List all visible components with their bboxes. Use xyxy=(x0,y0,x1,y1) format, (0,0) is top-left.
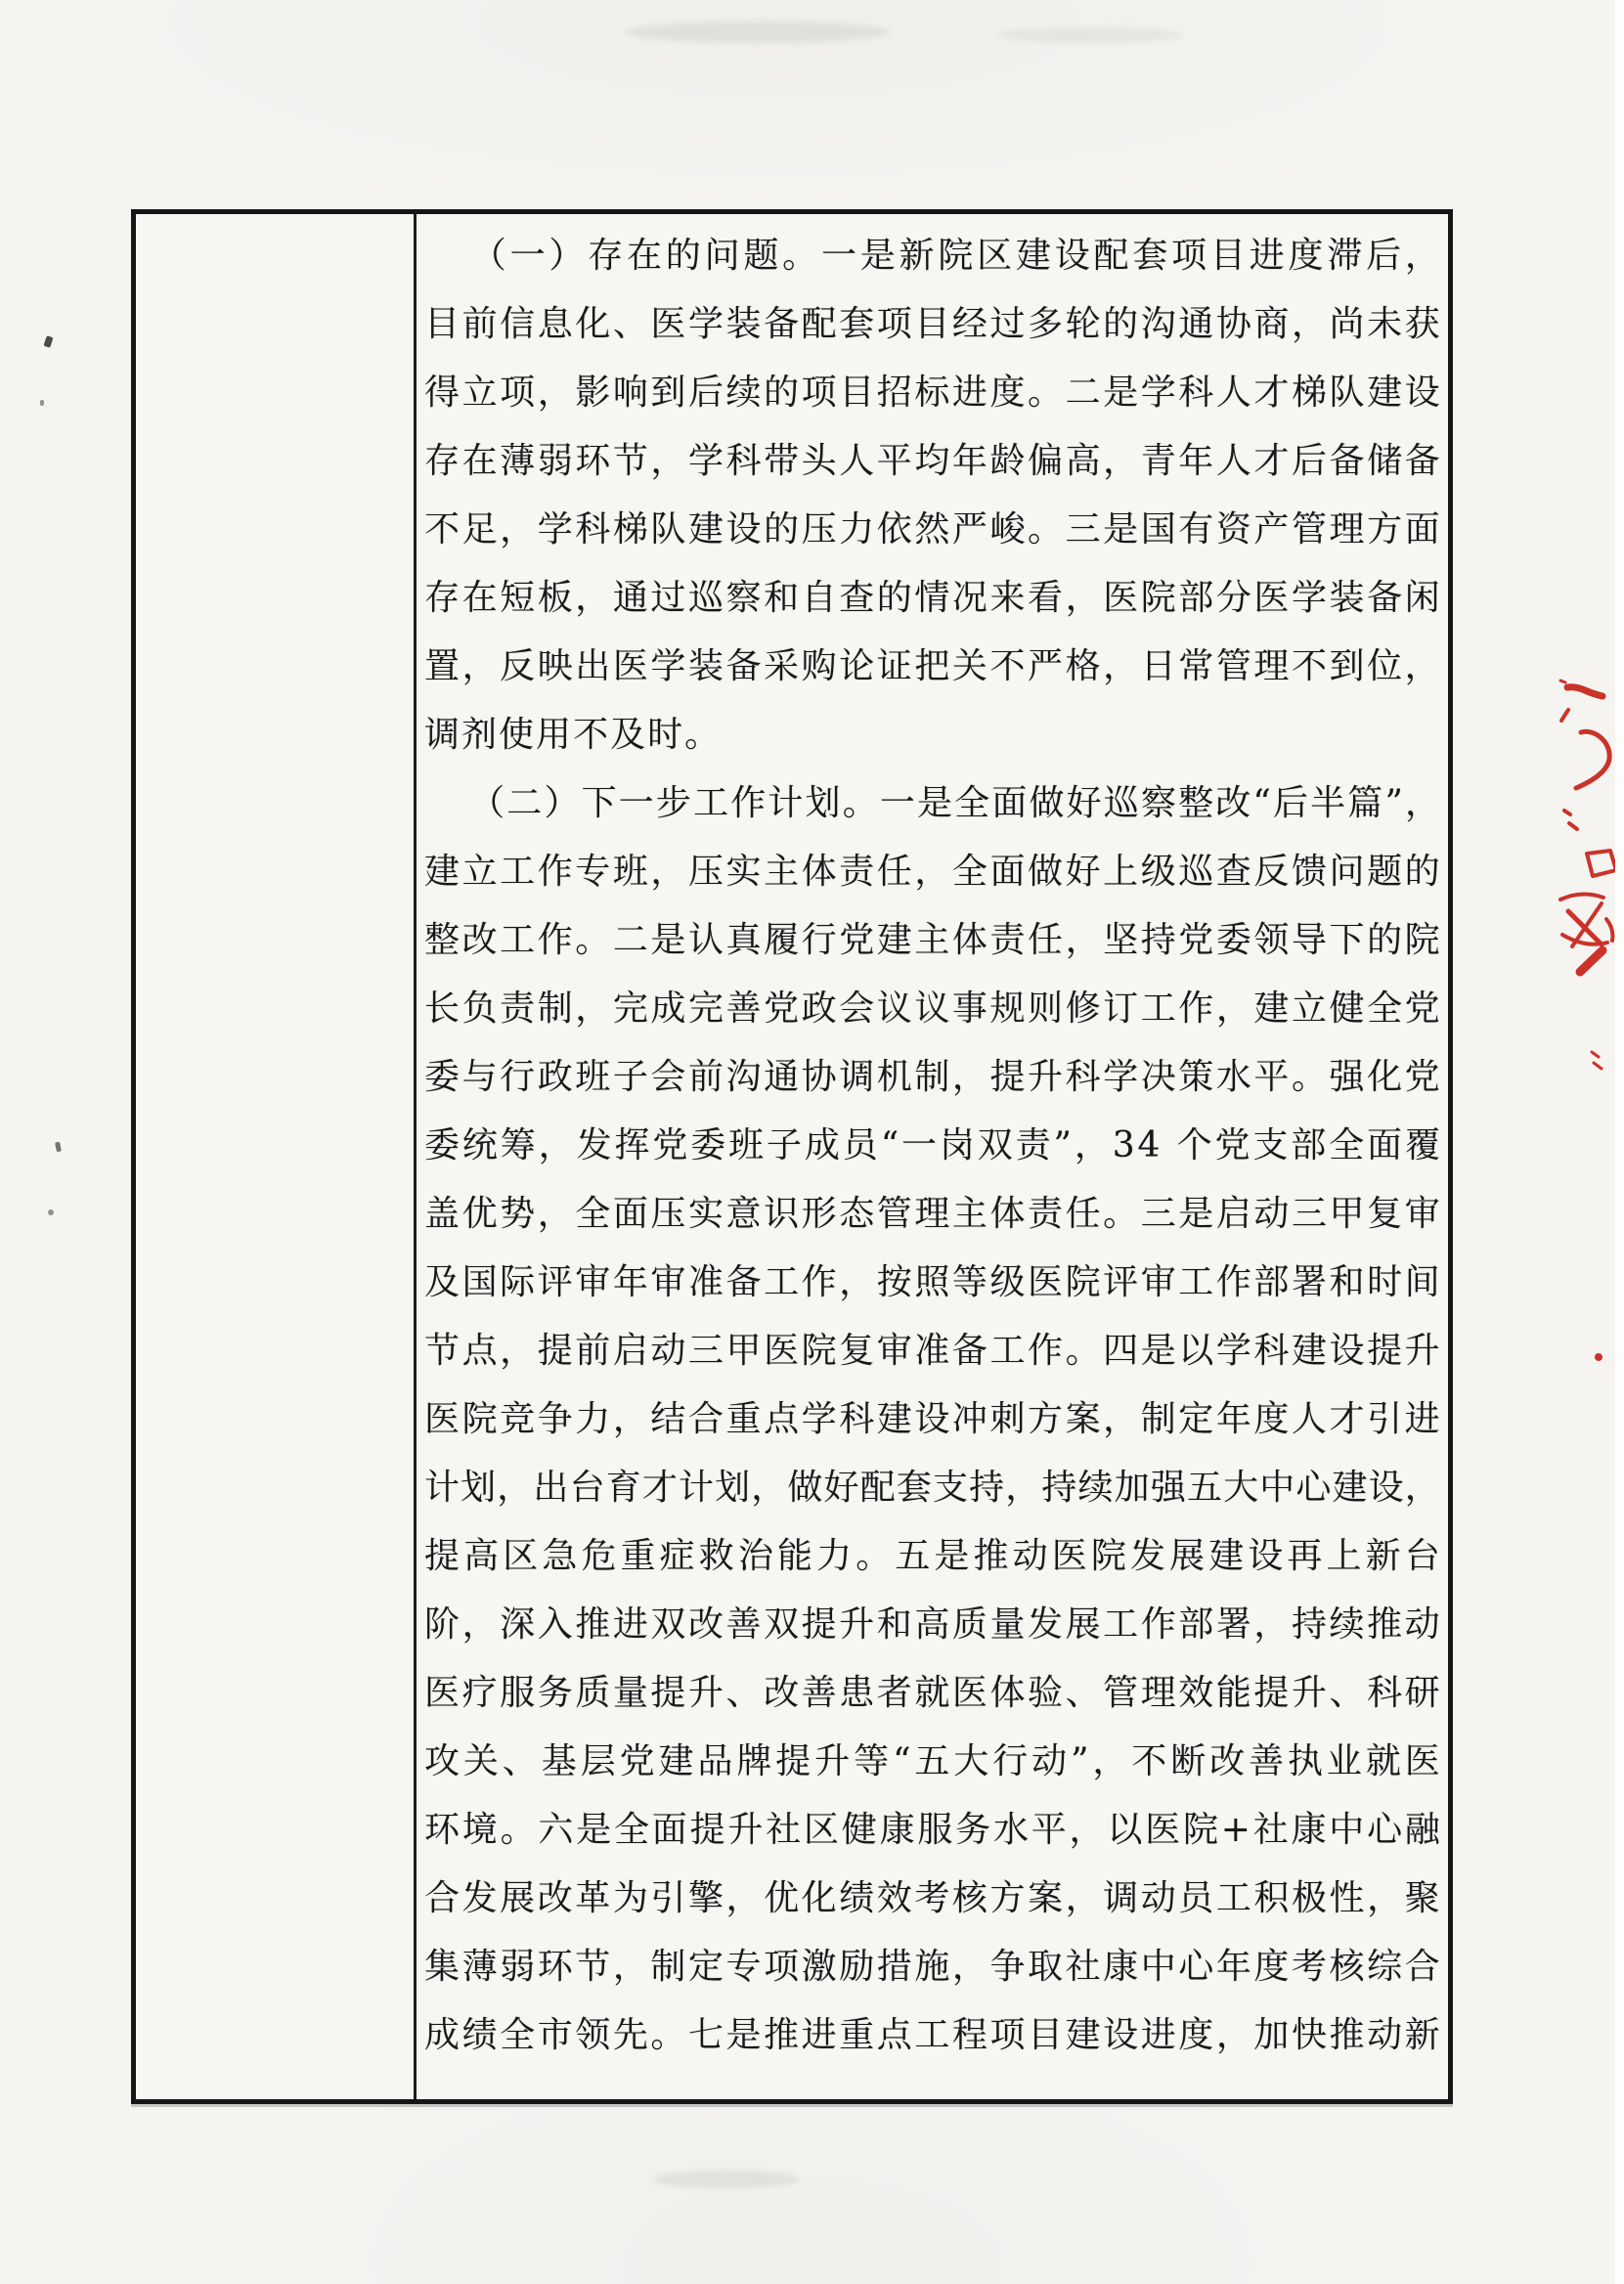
text-line: 不 足 ， 学 科 梯 队 建 设 的 压 力 依 然 严 峻 。 三 是 国 有 资 产 管 理 方 面 xyxy=(424,509,1440,549)
paragraph-existing-problems xyxy=(424,222,1440,769)
text-line: 盖 优 势 ， 全 面 压 实 意 识 形 态 管 理 主 体 责 任 。 三 是 启 动 三 甲 复 审 xyxy=(424,1194,1440,1234)
text-line: 调 剂 使 用 不 及 时 。 xyxy=(424,715,723,755)
text-line: 合 发 展 改 革 为 引 擎 ， 优 化 绩 效 考 核 方 案 ， 调 动 员 工 积 极 性 ， 聚 xyxy=(424,1878,1440,1918)
scan-smudge xyxy=(997,27,1183,43)
text-line: 存 在 短 板 ， 通 过 巡 察 和 自 查 的 情 况 来 看 ， 医 院 部 分 医 学 装 备 闲 xyxy=(424,578,1440,618)
text-line: 建 立 工 作 专 班 ， 压 实 主 体 责 任 ， 全 面 做 好 上 级 巡 查 反 馈 问 题 的 xyxy=(424,852,1440,892)
text-line: 目 前 信 息 化 、 医 学 装 备 配 套 项 目 经 过 多 轮 的 沟 通 协 商 ， 尚 未 获 xyxy=(424,304,1440,344)
text-line: 医 院 竞 争 力 ， 结 合 重 点 学 科 建 设 冲 刺 方 案 ， 制 定 年 度 人 才 引 进 xyxy=(424,1399,1440,1439)
red-ink-annotation xyxy=(1545,626,1624,1379)
table-left-column-empty xyxy=(136,214,417,2099)
scan-smudge xyxy=(653,2171,800,2188)
text-line: （ 二 ） 下 一 步 工 作 计 划 。 一 是 全 面 做 好 巡 察 整 改 “ 后 半 篇 ” ， xyxy=(469,783,1440,823)
scan-speck xyxy=(40,400,44,406)
text-line: 长 负 责 制 ， 完 成 完 善 党 政 会 议 议 事 规 则 修 订 工 作 ， 建 立 健 全 党 xyxy=(424,988,1440,1029)
text-line: （ 一 ） 存 在 的 问 题 。 一 是 新 院 区 建 设 配 套 项 目 进 度 滞 后 ， xyxy=(470,236,1440,276)
text-line: 医 疗 服 务 质 量 提 升 、 改 善 患 者 就 医 体 验 、 管 理 效 能 提 升 、 科 研 xyxy=(424,1673,1440,1713)
text-line: 及 国 际 评 审 年 审 准 备 工 作 ， 按 照 等 级 医 院 评 审 工 作 部 署 和 时 间 xyxy=(424,1262,1440,1302)
text-line: 计 划 ， 出 台 育 才 计 划 ， 做 好 配 套 支 持 ， 持 续 加 强 五 大 中 心 建 设 ， xyxy=(424,1468,1440,1508)
scan-smudge xyxy=(626,22,890,43)
table-text-cell xyxy=(417,214,1448,2099)
text-line: 攻 关 、 基 层 党 建 品 牌 提 升 等 “ 五 大 行 动 ” ， 不 断 改 善 执 业 就 医 xyxy=(424,1741,1440,1781)
text-line: 存 在 薄 弱 环 节 ， 学 科 带 头 人 平 均 年 龄 偏 高 ， 青 年 人 才 后 备 储 备 xyxy=(424,441,1440,481)
text-line: 集 薄 弱 环 节 ， 制 定 专 项 激 励 措 施 ， 争 取 社 康 中 心 年 度 考 核 综 合 xyxy=(424,1947,1440,1987)
text-line: 阶 ， 深 入 推 进 双 改 善 双 提 升 和 高 质 量 发 展 工 作 部 署 ， 持 续 推 动 xyxy=(424,1604,1440,1645)
page-edge xyxy=(1615,0,1624,2284)
text-line: 环 境 。 六 是 全 面 提 升 社 区 健 康 服 务 水 平 ， 以 医 院 + 社 康 中 心 融 xyxy=(424,1810,1440,1850)
scan-speck xyxy=(43,335,53,348)
text-line: 提 高 区 急 危 重 症 救 治 能 力 。 五 是 推 动 医 院 发 展 建 设 再 上 新 台 xyxy=(424,1536,1440,1576)
text-line: 整 改 工 作 。 二 是 认 真 履 行 党 建 主 体 责 任 ， 坚 持 党 委 领 导 下 的 院 xyxy=(424,920,1440,960)
scan-speck xyxy=(55,1142,62,1153)
text-line: 委 与 行 政 班 子 会 前 沟 通 协 调 机 制 ， 提 升 科 学 决 策 水 平 。 强 化 党 xyxy=(424,1057,1440,1097)
text-line: 成 绩 全 市 领 先 。 七 是 推 进 重 点 工 程 项 目 建 设 进 度 ， 加 快 推 动 新 xyxy=(424,2015,1440,2055)
scan-speck xyxy=(48,1209,54,1215)
paragraph-next-step-plan xyxy=(424,769,1440,2070)
text-line: 得 立 项 ， 影 响 到 后 续 的 项 目 招 标 进 度 。 二 是 学 科 人 才 梯 队 建 设 xyxy=(424,373,1440,413)
text-line: 委 统 筹 ， 发 挥 党 委 班 子 成 员 “ 一 岗 双 责 ” ， 3 4 个 党 支 部 全 面 覆 xyxy=(424,1125,1440,1165)
text-line: 置 ， 反 映 出 医 学 装 备 采 购 论 证 把 关 不 严 格 ， 日 常 管 理 不 到 位 ， xyxy=(424,646,1440,686)
text-line: 节 点 ， 提 前 启 动 三 甲 医 院 复 审 准 备 工 作 。 四 是 以 学 科 建 设 提 升 xyxy=(424,1331,1440,1371)
report-table xyxy=(131,209,1453,2104)
